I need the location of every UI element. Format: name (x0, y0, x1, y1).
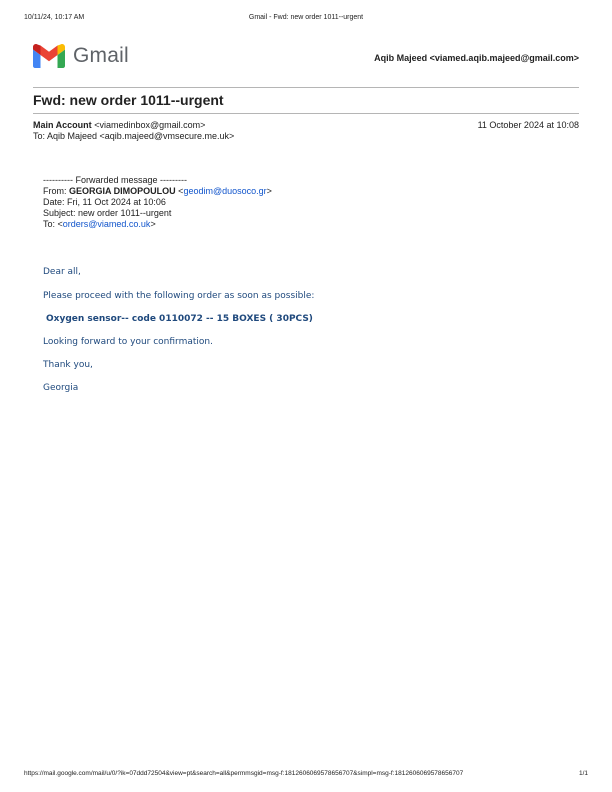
logo-row (33, 44, 579, 72)
message-from (33, 120, 205, 130)
forwarded-subject: Subject: new order 1011--urgent (43, 208, 172, 218)
forwarded-from-label: From: (43, 186, 69, 196)
forwarded-from-email-link[interactable]: geodim@duosoco.gr (183, 186, 267, 196)
print-url: https://mail.google.com/mail/u/0/?ik=07ddd72504&view=pt&search=all&permmsgid=msg-f:1812606069578656707&simpl=msg-f:1812606069578656707 (24, 770, 464, 777)
page-title: Fwd: new order 1011--urgent (33, 92, 224, 108)
message-date: 11 October 2024 at 10:08 (477, 120, 579, 130)
body-order-line: Oxygen sensor-- code 0110072 -- 15 BOXES ( 30PCS) (46, 314, 313, 324)
body-greeting: Dear all, (43, 267, 81, 277)
account-email: Aqib Majeed <viamed.aqib.majeed@gmail.com> (374, 53, 579, 63)
divider-subject (33, 113, 579, 114)
forwarded-to-close: > (150, 219, 156, 229)
sender-email: <viamedinbox@gmail.com> (94, 120, 206, 130)
body-intro: Please proceed with the following order as soon as possible: (43, 291, 315, 301)
forwarded-from (43, 186, 272, 197)
forwarded-from-close: > (266, 186, 272, 196)
forwarded-from-open: < (175, 186, 184, 196)
body-closing: Looking forward to your confirmation. (43, 337, 213, 347)
body-signature: Georgia (43, 383, 79, 393)
body-thanks: Thank you, (43, 360, 93, 370)
forwarded-to-email-link[interactable]: orders@viamed.co.uk (62, 219, 151, 229)
print-datetime: 10/11/24, 10:17 AM (24, 14, 85, 21)
sender-name: Main Account (33, 120, 92, 130)
print-footer (24, 770, 588, 780)
forwarded-header (43, 175, 272, 230)
message-to: To: Aqib Majeed <aqib.majeed@vmsecure.me.uk> (33, 131, 235, 141)
print-title: Gmail - Fwd: new order 1011--urgent (248, 14, 364, 21)
forwarded-date: Date: Fri, 11 Oct 2024 at 10:06 (43, 197, 166, 207)
forwarded-to (43, 219, 272, 230)
forwarded-from-name: GEORGIA DIMOPOULOU (69, 186, 176, 196)
divider-top (33, 87, 579, 88)
print-page-number: 1/1 (578, 770, 588, 777)
gmail-logo-icon (33, 44, 65, 68)
gmail-wordmark: Gmail (73, 44, 129, 67)
print-header (24, 14, 588, 26)
forwarded-separator: ---------- Forwarded message --------- (43, 175, 187, 185)
forwarded-to-label: To: < (43, 219, 63, 229)
